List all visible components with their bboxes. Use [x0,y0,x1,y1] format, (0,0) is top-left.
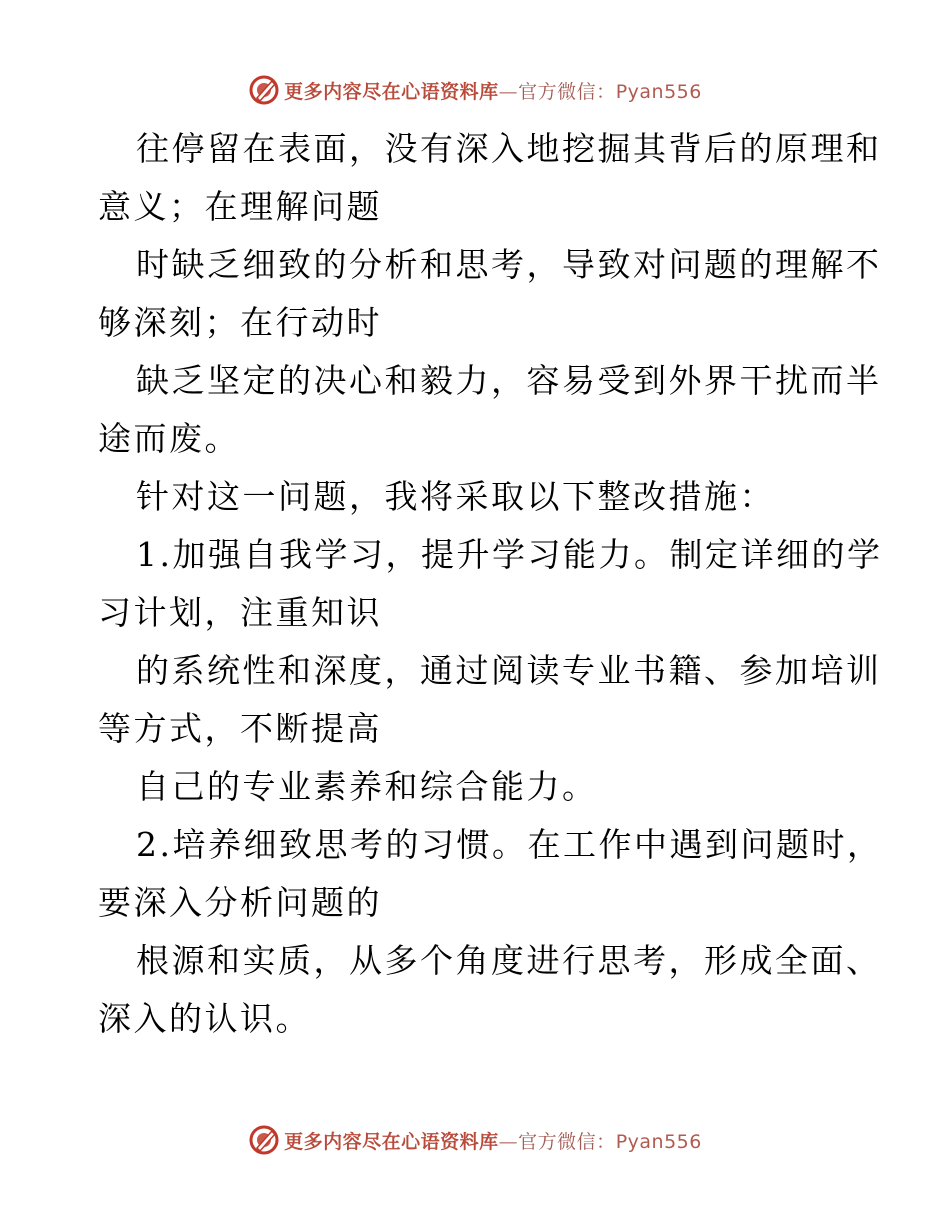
text-line: 意义；在理解问题 [98,187,382,226]
text-line: 深入的认识。 [98,999,311,1038]
text-line: 缺乏坚定的决心和毅力，容易受到外界干扰而半 [136,361,882,400]
watermark-id: Pyan556 [615,1130,702,1153]
footer-watermark [0,1122,950,1158]
document-body [98,120,883,1048]
text-line: 途而废。 [98,419,240,458]
text-line: 1.加强自我学习，提升学习能力。制定详细的学 [136,535,883,574]
watermark-id: Pyan556 [615,80,702,103]
header-watermark [0,72,950,108]
text-line: 够深刻；在行动时 [98,303,382,342]
watermark-info: 官方微信： [518,80,616,103]
text-line: 的系统性和深度，通过阅读专业书籍、参加培训 [136,651,882,690]
watermark-brand: 更多内容尽在心语资料库 [284,80,499,103]
text-line: 等方式，不断提高 [98,709,382,748]
watermark-brand: 更多内容尽在心语资料库 [284,1130,499,1153]
text-line: 根源和实质，从多个角度进行思考，形成全面、 [136,941,882,980]
pen-logo-icon [248,1124,280,1156]
text-line: 习计划，注重知识 [98,593,382,632]
watermark-info: 官方微信： [518,1130,616,1153]
pen-logo-icon [248,74,280,106]
watermark-dash: — [498,1130,519,1153]
text-line: 针对这一问题，我将采取以下整改措施： [136,477,775,516]
text-line: 2.培养细致思考的习惯。在工作中遇到问题时， [136,825,883,864]
text-line: 往停留在表面，没有深入地挖掘其背后的原理和 [136,129,882,168]
watermark-dash: — [498,80,519,103]
watermark-text [284,77,702,104]
text-line: 时缺乏细致的分析和思考，导致对问题的理解不 [136,245,882,284]
watermark-text [284,1127,702,1154]
text-line: 要深入分析问题的 [98,883,382,922]
text-line: 自己的专业素养和综合能力。 [136,767,598,806]
